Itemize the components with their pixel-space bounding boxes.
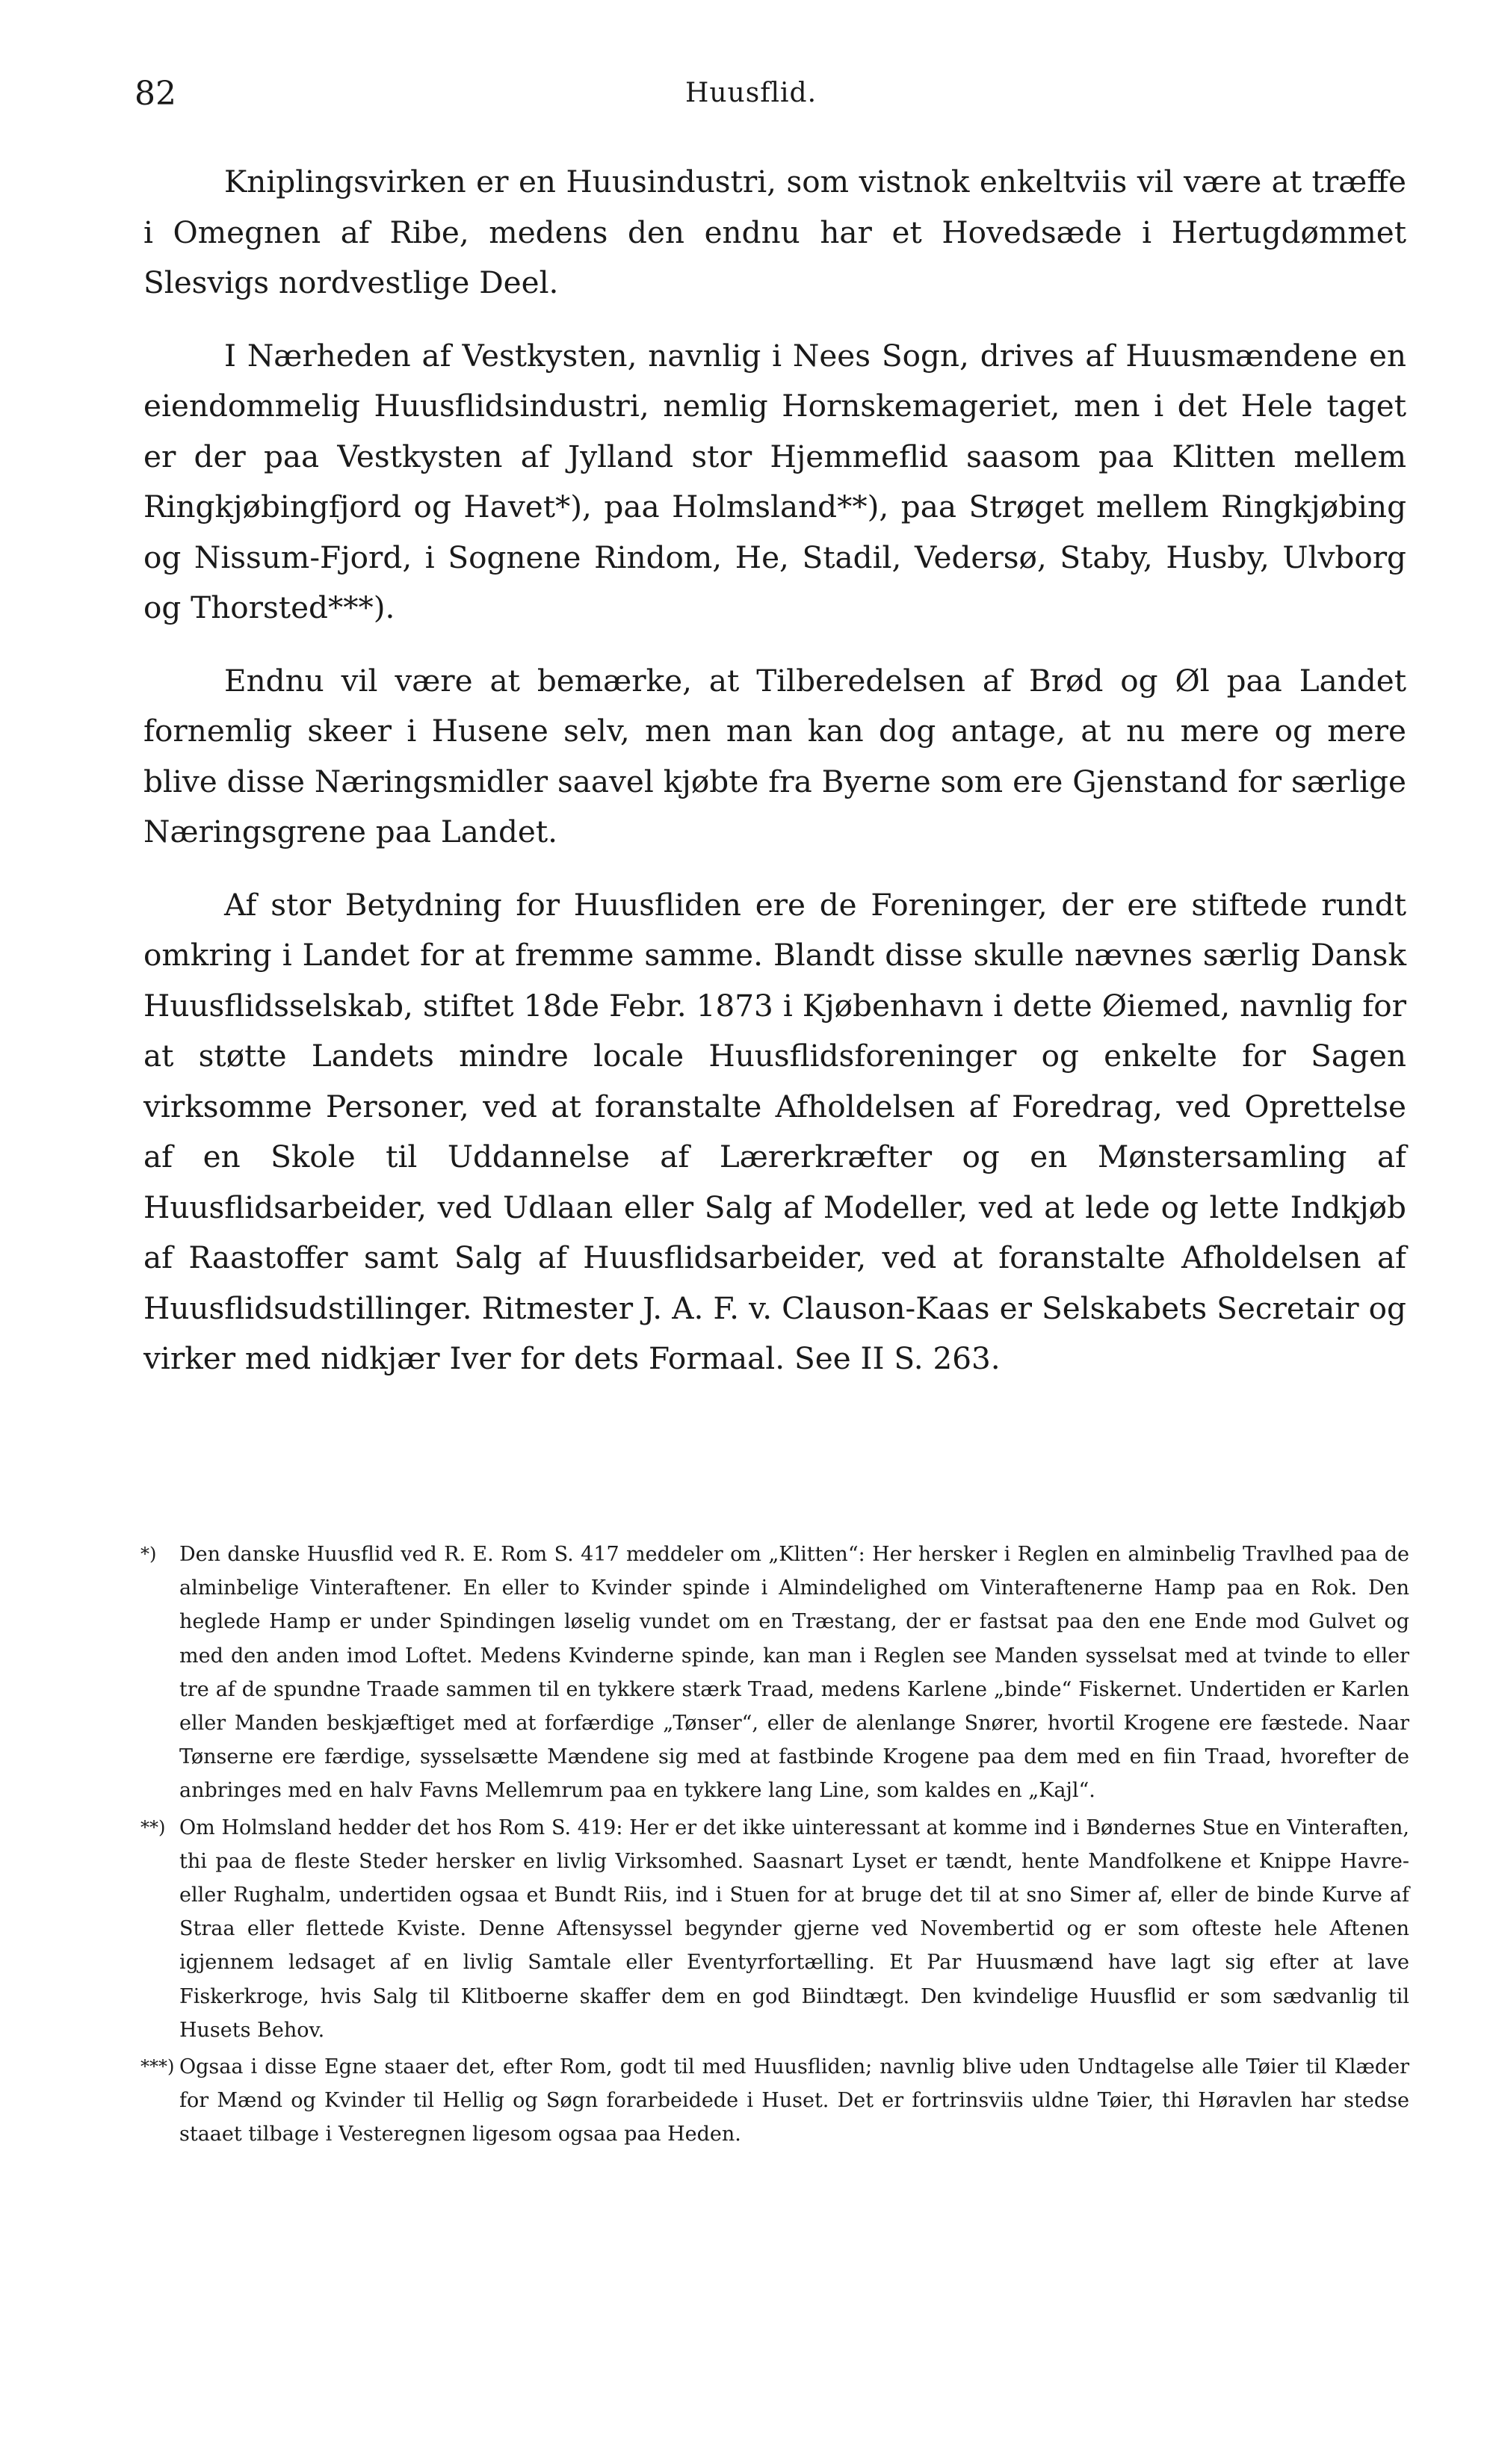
footnote-text: Om Holmsland hedder det hos Rom S. 419: Her er det ikke uinteressant at komme ind i Bøndernes Stue en Vinteraften, thi paa de fleste Steder hersker en livlig Virksomhed. Saasnart Lyset er tændt, hente Mandfolkene et Knippe Havre- eller Rughalm, undertiden ogsaa et Bundt Riis, ind i Stuen for at bruge det til at sno Simer af, eller de binde Kurve af Straa eller flettede Kviste. Denne Aftensyssel begynder gjerne ved Novembertid og er som ofteste hele Aftenen igjennem ledsaget af en livlig Samtale eller Eventyrfortælling. Et Par Huusmænd have lagt sig efter at lave Fiskerkroge, hvis Salg til Klitboerne skaffer dem en god Biindtægt. Den kvindelige Huusflid er som sædvanlig til Husets Behov. bbox=[179, 1816, 1409, 2042]
footnote-marker: **) bbox=[140, 1816, 166, 1838]
footnote-marker: *) bbox=[140, 1544, 157, 1564]
footnote-marker: ***) bbox=[140, 2056, 175, 2078]
paragraph: Af stor Betydning for Huusfliden ere de Foreninger, der ere stiftede rundt omkring i Landet for at fremme samme. Blandt disse skulle nævnes særlig Dansk Huusflidsselskab, stiftet 18de Febr. 1873 i Kjøbenhavn i dette Øiemed, navnlig for at støtte Landets mindre locale Huusflidsforeninger og enkelte for Sagen virksomme Personer, ved at foranstalte Afholdelsen af Foredrag, ved Oprettelse af en Skole til Uddannelse af Lærerkræfter og en Mønstersamling af Huusflidsarbeider, ved Udlaan eller Salg af Modeller, ved at lede og lette Indkjøb af Raastoffer samt Salg af Huusflidsarbeider, ved at foranstalte Afholdelsen af Huusflidsudstillinger. Ritmester J. A. F. v. Clauson-Kaas er Selskabets Secretair og virker med nidkjær Iver for dets Formaal. See II S. 263. bbox=[143, 886, 1406, 1376]
footnote bbox=[140, 1811, 1409, 2047]
paragraph: Kniplingsvirken er en Huusindustri, som vistnok enkeltviis vil være at træffe i Omegnen af Ribe, medens den endnu har et Hovedsæde i Hertugdømmet Slesvigs nordvestlige Deel. bbox=[143, 164, 1406, 300]
paragraph: I Nærheden af Vestkysten, navnlig i Nees Sogn, drives af Huusmændene en eiendommelig Huusflidsindustri, nemlig Hornskemageriet, men i det Hele taget er der paa Vestkysten af Jylland stor Hjemmeflid saasom paa Klitten mellem Ringkjøbingfjord og Havet*), paa Holmsland**), paa Strøget mellem Ringkjøbing og Nissum-Fjord, i Sognene Rindom, He, Stadil, Vedersø, Staby, Husby, Ulvborg og Thorsted***). bbox=[143, 337, 1406, 625]
running-title: Huusflid. bbox=[684, 78, 817, 108]
main-text bbox=[143, 157, 1406, 1407]
footnotes bbox=[140, 1538, 1409, 2155]
paragraph: Endnu vil være at bemærke, at Tilberedelsen af Brød og Øl paa Landet fornemlig skeer i Husene selv, men man kan dog antage, at nu mere og mere blive disse Næringsmidler saavel kjøbte fra Byerne som ere Gjenstand for særlige Næringsgrene paa Landet. bbox=[143, 662, 1406, 849]
footnote bbox=[140, 1538, 1409, 1808]
footnote-text: Ogsaa i disse Egne staaer det, efter Rom, godt til med Huusfliden; navnlig blive uden Undtagelse alle Tøier til Klæder for Mænd og Kvinder til Hellig og Søgn forarbeidede i Huset. Det er fortrinsviis uldne Tøier, thi Høravlen har stedse staaet tilbage i Vesteregnen ligesom ogsaa paa Heden. bbox=[179, 2055, 1409, 2146]
page-header bbox=[135, 75, 1367, 120]
footnote-text: Den danske Huusflid ved R. E. Rom S. 417 meddeler om „Klitten“: Her hersker i Reglen en alminbelig Travlhed paa de alminbelige Vinteraftener. En eller to Kvinder spinde i Almindelighed om Vinteraftenerne Hamp paa en Rok. Den heglede Hamp er under Spindingen løselig vundet om en Træstang, der er fastsat paa den ene Ende mod Gulvet og med den anden imod Loftet. Medens Kvinderne spinde, kan man i Reglen see Manden sysselsat med at tvinde to eller tre af de spundne Traade sammen til en tykkere stærk Traad, medens Karlene „binde“ Fiskernet. Undertiden er Karlen eller Manden beskjæftiget med at forfærdige „Tønser“, eller de alenlange Snører, hvortil Krogene ere fæstede. Naar Tønserne ere færdige, sysselsætte Mændene sig med at fastbinde Krogene paa dem med en fiin Traad, hvorefter de anbringes med en halv Favns Mellemrum paa en tykkere lang Line, som kaldes en „Kajl“. bbox=[179, 1543, 1409, 1803]
page-number: 82 bbox=[135, 75, 176, 113]
footnote bbox=[140, 2050, 1409, 2152]
